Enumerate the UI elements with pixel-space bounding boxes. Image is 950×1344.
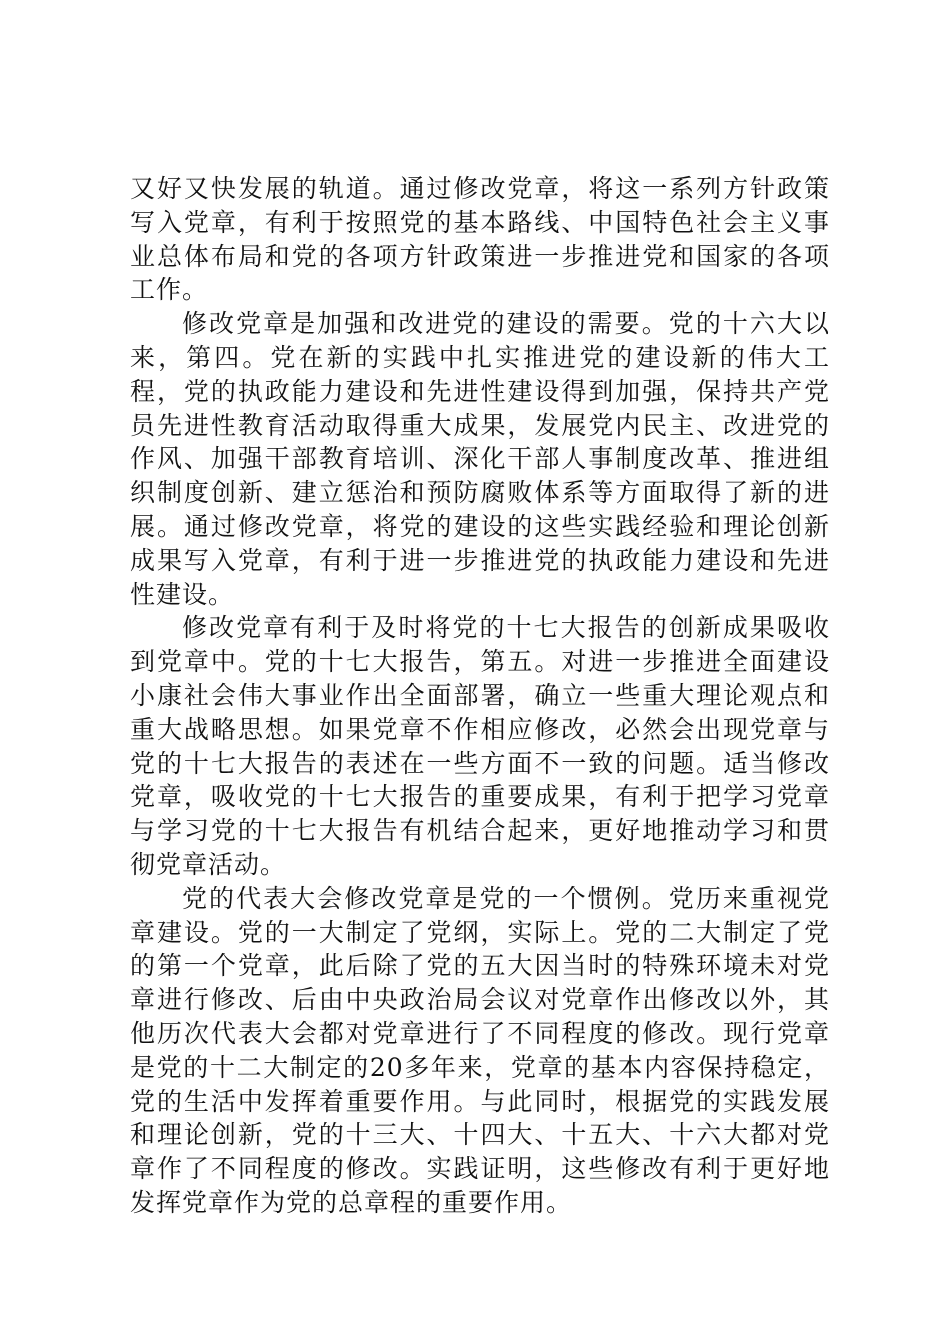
paragraph-3: 修改党章有利于及时将党的十七大报告的创新成果吸收到党章中。党的十七大报告，第五。对进一步推进全面建设小康社会伟大事业作出全面部署，确立一些重大理论观点和重大战略思想。如果党章不作相应修改，必然会出现党章与党的十七大报告的表述在一些方面不一致的问题。适当修改党章，吸收党的十七大报告的重要成果，有利于把学习党章与学习党的十七大报告有机结合起来，更好地推动学习和贯彻党章活动。 [130, 613, 830, 879]
paragraph-1: 又好又快发展的轨道。通过修改党章，将这一系列方针政策写入党章，有利于按照党的基本路线、中国特色社会主义事业总体布局和党的各项方针政策进一步推进党和国家的各项工作。 [130, 174, 830, 305]
paragraph-2: 修改党章是加强和改进党的建设的需要。党的十六大以来，第四。党在新的实践中扎实推进党的建设新的伟大工程，党的执政能力建设和先进性建设得到加强，保持共产党员先进性教育活动取得重大成果，发展党内民主、改进党的作风、加强干部教育培训、深化干部人事制度改革、推进组织制度创新、建立惩治和预防腐败体系等方面取得了新的进展。通过修改党章，将党的建设的这些实践经验和理论创新成果写入党章，有利于进一步推进党的执政能力建设和先进性建设。 [130, 309, 830, 609]
paragraph-4: 党的代表大会修改党章是党的一个惯例。党历来重视党章建设。党的一大制定了党纲，实际上。党的二大制定了党的第一个党章，此后除了党的五大因当时的特殊环境未对党章进行修改、后由中央政治局会议对党章作出修改以外，其他历次代表大会都对党章进行了不同程度的修改。现行党章是党的十二大制定的20多年来，党章的基本内容保持稳定，党的生活中发挥着重要作用。与此同时，根据党的实践发展和理论创新，党的十三大、十四大、十五大、十六大都对党章作了不同程度的修改。实践证明，这些修改有利于更好地发挥党章作为党的总章程的重要作用。 [130, 883, 830, 1217]
document-body [130, 172, 830, 1220]
